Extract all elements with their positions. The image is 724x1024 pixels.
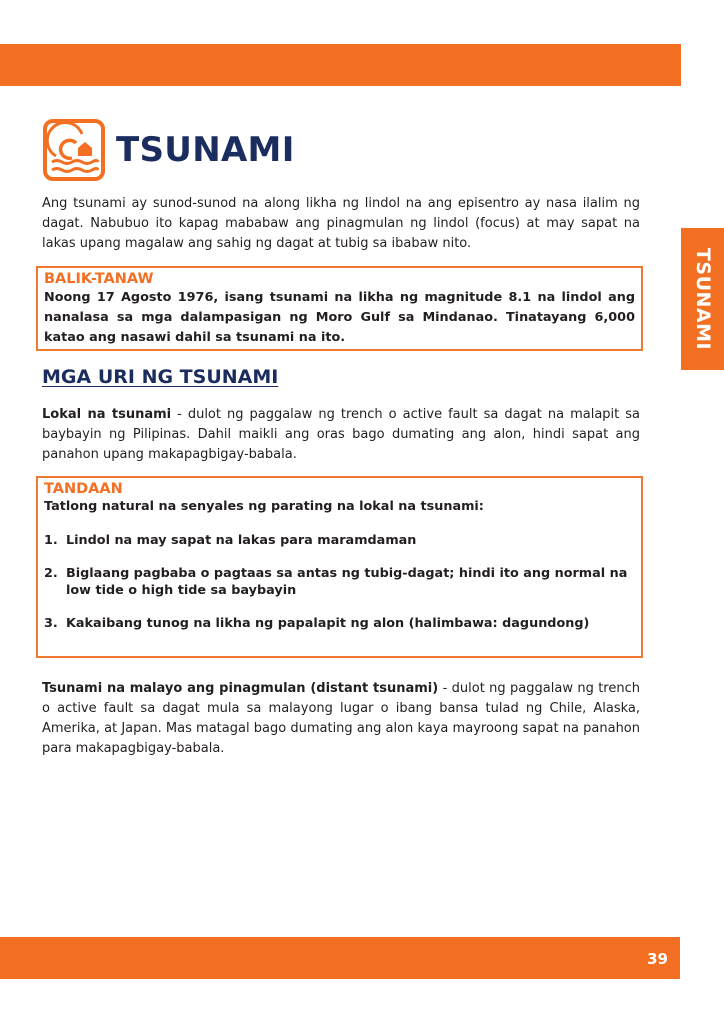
list-item-number: 2. xyxy=(44,566,58,581)
tandaan-box xyxy=(36,476,643,658)
side-chapter-tab xyxy=(681,228,724,370)
side-tab-label: TSUNAMI xyxy=(691,247,714,351)
list-item xyxy=(44,565,635,599)
list-item-number: 3. xyxy=(44,616,58,631)
tandaan-intro: Tatlong natural na senyales ng parating na lokal na tsunami: xyxy=(44,499,484,514)
tsunami-wave-house-icon xyxy=(42,118,106,182)
distant-tsunami-term: Tsunami na malayo ang pinagmulan (distant tsunami) xyxy=(42,681,439,696)
title-row xyxy=(42,118,295,182)
top-header-bar xyxy=(0,44,681,86)
local-tsunami-definition: - dulot ng paggalaw ng trench o active fault sa dagat na malapit sa baybayin ng Pilipinas. Dahil maikli ang oras bago dumating ang alon, hindi sapat ang panahon upang makapagbigay-babala. xyxy=(42,407,640,462)
balik-tanaw-title: BALIK-TANAW xyxy=(44,271,154,287)
list-item-number: 1. xyxy=(44,533,58,548)
list-item xyxy=(44,532,635,549)
local-tsunami-paragraph xyxy=(42,405,640,465)
distant-tsunami-paragraph xyxy=(42,679,640,759)
tandaan-title: TANDAAN xyxy=(44,481,123,497)
list-item-text: Biglaang pagbaba o pagtaas sa antas ng tubig-dagat; hindi ito ang normal na low tide o high tide sa baybayin xyxy=(66,566,628,598)
list-item-text: Kakaibang tunog na likha ng papalapit ng alon (halimbawa: dagundong) xyxy=(66,616,590,631)
list-item-text: Lindol na may sapat na lakas para maramdaman xyxy=(66,533,417,548)
balik-tanaw-box xyxy=(36,266,643,351)
page-number: 39 xyxy=(647,950,668,968)
tandaan-list xyxy=(44,532,635,632)
section-heading: MGA URI NG TSUNAMI xyxy=(42,366,279,388)
balik-tanaw-text: Noong 17 Agosto 1976, isang tsunami na likha ng magnitude 8.1 na lindol ang nanalasa sa mga dalampasigan ng Moro Gulf sa Mindanao. Tinatayang 6,000 katao ang nasawi dahil sa tsunami na ito. xyxy=(44,290,635,345)
intro-paragraph: Ang tsunami ay sunod-sunod na along likha ng lindol na ang episentro ay nasa ilalim ng dagat. Nabubuo ito kapag mababaw ang pinagmulan ng lindol (focus) at may sapat na lakas upang magalaw ang sahig ng dagat at tubig sa ibabaw nito. xyxy=(42,196,640,251)
distant-tsunami-definition: - dulot ng paggalaw ng trench o active fault sa dagat mula sa malayong lugar o ibang bansa tulad ng Chile, Alaska, Amerika, at Japan. Mas matagal bago dumating ang alon kaya mayroong sapat na panahon para makapagbigay-babala. xyxy=(42,681,640,756)
local-tsunami-term: Lokal na tsunami xyxy=(42,407,172,422)
list-item xyxy=(44,615,635,632)
footer-bar xyxy=(0,937,680,979)
page-title: TSUNAMI xyxy=(116,130,295,170)
